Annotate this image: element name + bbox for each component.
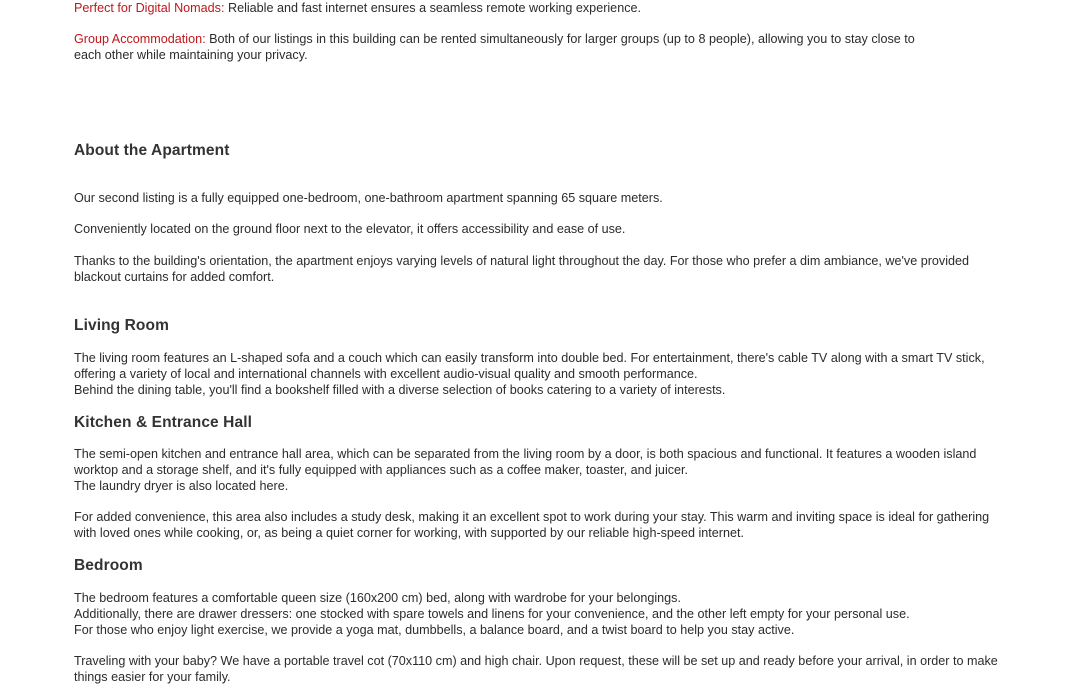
- living-room-paragraph: The living room features an L-shaped sofa and a couch which can easily transform into double bed. For entertainment, there's cable TV along with a smart TV stick, offering a variety of local and international channels with excellent audio-visual quality and smooth performance. Behind the dining table, you'll find a bookshelf filled with a diverse selection of books catering to a variety of interests.: [74, 351, 985, 397]
- kitchen-paragraph-features: The semi-open kitchen and entrance hall area, which can be separated from the living room by a door, is both spacious and functional. It features a wooden island worktop and a storage shelf, and it's fully equipped with appliances such as a coffee maker, toaster, and juicer. The laundry dryer is also located here.: [74, 447, 977, 493]
- digital-nomads-text: Reliable and fast internet ensures a seamless remote working experience.: [224, 1, 641, 15]
- kitchen-paragraph-study: For added convenience, this area also includes a study desk, making it an excellent spot to work during your stay. This warm and inviting space is ideal for gathering with loved ones while cooking, or, as being a quiet corner for working, with supported by our reliable high-speed internet.: [74, 510, 990, 540]
- living-room-heading: Living Room: [74, 317, 169, 334]
- group-accommodation-paragraph: [74, 31, 915, 63]
- digital-nomads-label: Perfect for Digital Nomads:: [74, 1, 225, 15]
- about-paragraph-light: Thanks to the building's orientation, the apartment enjoys varying levels of natural light throughout the day. For those who prefer a dim ambiance, we've provided blackout curtains for added comfort.: [74, 254, 970, 284]
- digital-nomads-paragraph: [74, 0, 641, 16]
- kitchen-heading: Kitchen & Entrance Hall: [74, 414, 253, 431]
- bedroom-paragraph-features: The bedroom features a comfortable queen size (160x200 cm) bed, along with wardrobe for your belongings. Additionally, there are drawer dressers: one stocked with spare towels and linens for your convenience, and the other left empty for your personal use. For those who enjoy light exercise, we provide a yoga mat, dumbbells, a balance board, and a twist board to help you stay active.: [74, 591, 910, 637]
- bedroom-heading: Bedroom: [74, 557, 143, 574]
- bedroom-paragraph-baby: Traveling with your baby? We have a portable travel cot (70x110 cm) and high chair. Upon request, these will be set up and ready before your arrival, in order to make things easier for your family.: [74, 654, 998, 684]
- about-paragraph-size: Our second listing is a fully equipped one-bedroom, one-bathroom apartment spanning 65 square meters.: [74, 191, 663, 205]
- about-paragraph-location: Conveniently located on the ground floor next to the elevator, it offers accessibility and ease of use.: [74, 222, 626, 236]
- group-accommodation-text: Both of our listings in this building can be rented simultaneously for larger groups (up to 8 people), allowing you to stay close to each other while maintaining your privacy.: [74, 32, 915, 62]
- about-apartment-heading: About the Apartment: [74, 142, 230, 159]
- group-accommodation-label: Group Accommodation:: [74, 32, 206, 46]
